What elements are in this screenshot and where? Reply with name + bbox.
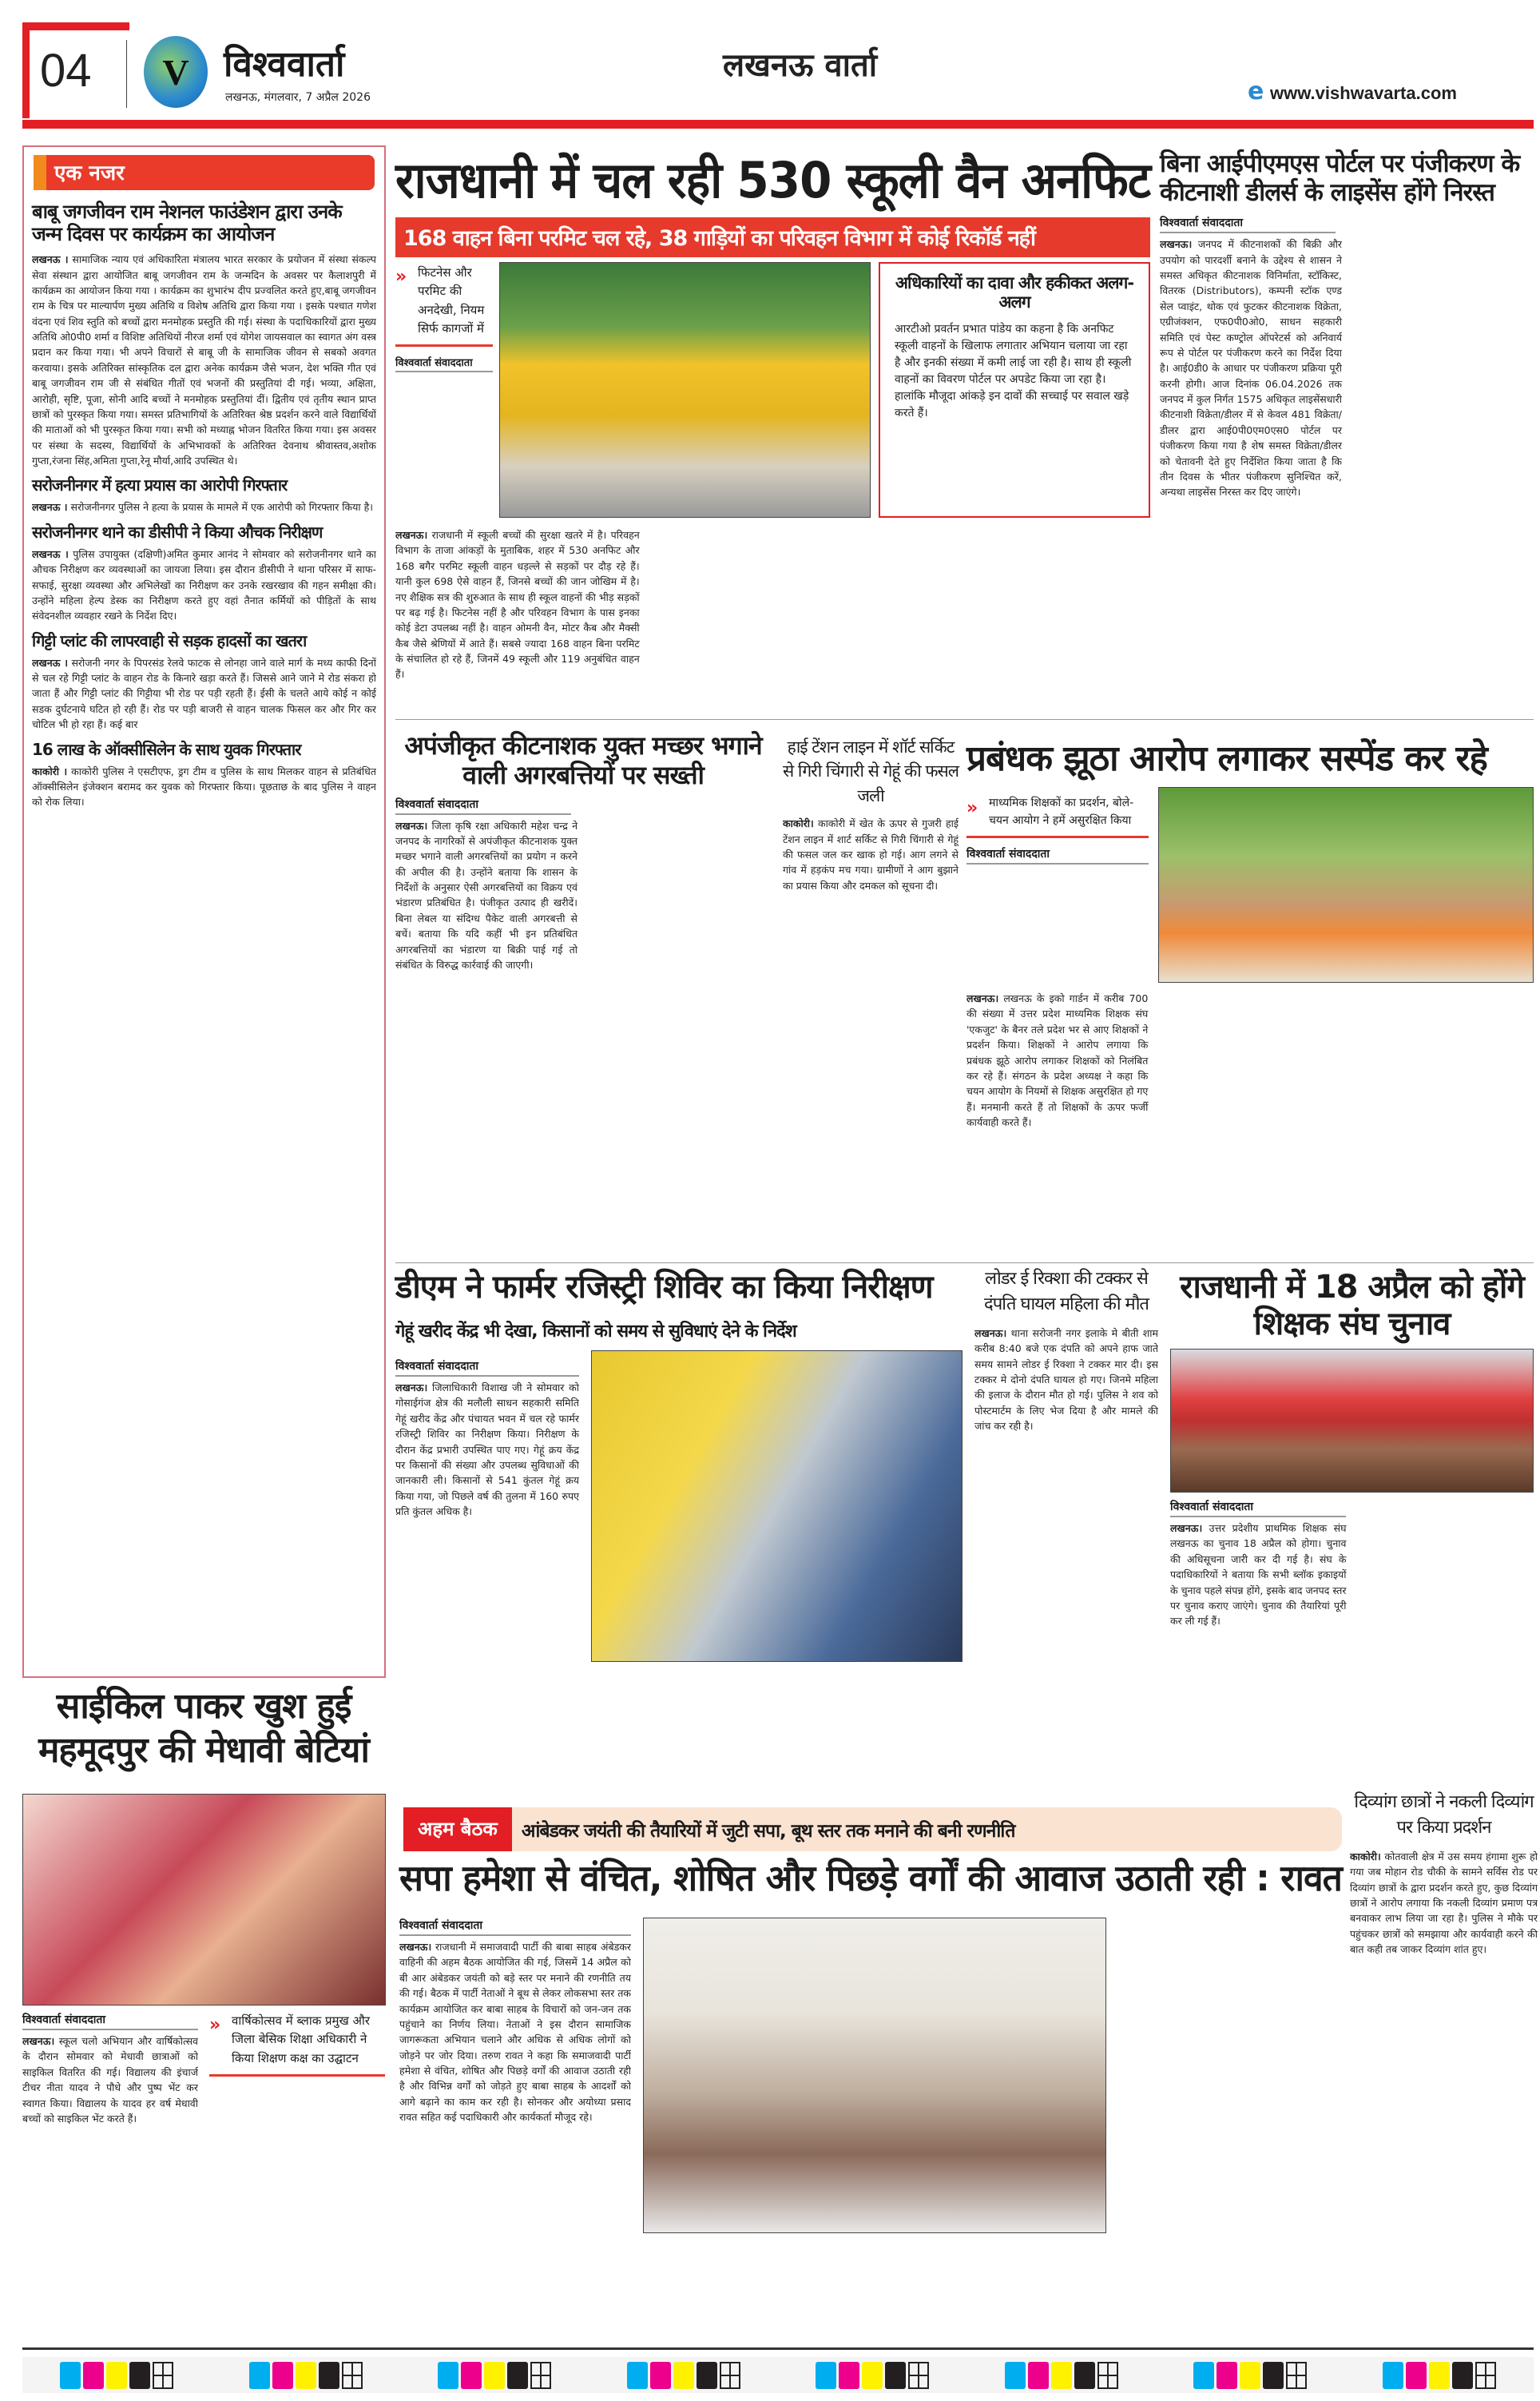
footer-rule: [22, 2347, 1534, 2350]
protest-body: [966, 991, 1534, 1253]
color-swatch: [83, 2362, 104, 2389]
agarbatti-story: [395, 731, 771, 1254]
dateline: लखनऊ।: [974, 1326, 1007, 1339]
byline: विश्ववार्ता संवाददाता: [966, 846, 1149, 865]
dateline: काकोरी।: [783, 817, 814, 830]
color-mark-group: [60, 2362, 173, 2389]
story-text: राजधानी में स्कूली बच्चों की सुरक्षा खतरे में है। परिवहन विभाग के ताजा आंकड़ों के मुताबिक, शहर में 530 अनफिट और 168 बगैर परमिट स्कूली वाहन धड़ल्ले से सड़कों पर दौड़ रहे हैं। यानी कुल 698 ऐसे वाहन हैं, जिनसे बच्चों की जान जोखिम में है। नए शैक्षिक सत्र की शुरुआत के साथ ही स्कूल वाहनों की भीड़ सड़कों पर बढ़ गई है। फिटनेस नहीं है और परिवहन विभाग के पास इनका कोई डेटा उपलब्ध नहीं है। वाहन ओमनी वैन, मोटर कैब और मैक्सी कैब जैसे श्रेणियों में आते हैं। सबसे ज्यादा 168 वाहन बिना परमिट के संचालित हो रहे हैं, जिनमें 49 स्कूली और 119 अनुबंधित वाहन हैं।: [395, 529, 640, 681]
dm-headline: डीएम ने फार्मर रजिस्ट्री शिविर का किया निरीक्षण: [395, 1269, 933, 1306]
story-text: जनपद में कीटनाशकों की बिक्री और उपयोग को पारदर्शी बनाने के उद्देश्य से शासन ने समस्त अधिकृत कीटनाशक विनिर्माता, स्टॉकिस्ट, वितरक (Distributors), कम्पनी स्टॉक एण्ड सेल प्वाइंट, थोक एवं फुटकर कीटनाशक विक्रेता, एग्रीजंक्शन, एफ0पी0ओ0, साधन सहकारी समिति एवं पेस्ट कण्ट्रोल ऑपरेटर्स को अनिवार्य रूप से पोर्टल पर पंजीकरण करने का निर्देश दिया है। आई0डी0 के आधार पर पंजीकरण प्रक्रिया पूरी करनी होगी। आज दिनांक 06.04.2026 तक जनपद में कुल निर्गत 1575 अधिकृत लाइसेंसधारी कीटनाशी विक्रेता/डीलर में से केवल 481 विक्रेता/डीलर द्वारा आई0पी0एम0एस0 पोर्टल पर पंजीकरण किया गया है शेष समस्त विक्रेता/डीलर को चेतावनी देते हुए निर्देशित किया जाता है कि तीन दिवस के भीतर पंजीकरण सुनिश्चित करें, अन्यथा लाइसेंस निरस्त कर दिए जाएंगे।: [1160, 238, 1342, 499]
story-text: स्कूल चलो अभियान और वार्षिकोत्सव के दौरान सोमवार को मेधावी छात्राओं को साइकिल वितरित की गई। विद्यालय की इंचार्ज टीचर नीता यादव ने पौधे और पुष्प भेंट कर स्वागत किया। विद्यालय के यादव हर वर्ष मेधावी बच्चों को साइकिल भेंट करते हैं।: [22, 2035, 198, 2125]
color-swatch: [862, 2362, 883, 2389]
main-headline-wrap: [395, 152, 1150, 209]
color-mark-group: [627, 2362, 740, 2389]
registration-mark-icon: [342, 2362, 363, 2389]
color-swatch: [1193, 2362, 1214, 2389]
school-vans-photo: [499, 262, 871, 518]
story-text: राजधानी में समाजवादी पार्टी की बाबा साहब अंबेडकर वाहिनी की अहम बैठक आयोजित की गई, जिसमें 14 अप्रैल को बी आर अंबेडकर जयंती को बड़े स्तर पर मनाने की रणनीति तय की गई। बैठक में पार्टी नेताओं ने बूथ से लेकर लोकसभा स्तर तक कार्यक्रम आयोजित कर बाबा साहब के विचारों को जन-जन तक पहुंचाने का निर्णय लिया। नेताओं ने इस दौरान सामाजिक जागरूकता अभियान चलाने और अधिक से अधिक लोगों को जोड़ने पर जोर दिया। तरुण रावत ने कहा कि समाजवादी पार्टी हमेशा से वंचित, शोषित और पिछड़े वर्गों की आवाज उठाती रही है और विभिन्न वर्गों को जोड़ते हुए बाबा साहब के आदर्शों को आगे बढ़ाने का काम कर रही है। सोनकर और अयोध्या प्रसाद रावत सहित कई पदाधिकारी और कार्यकर्ता मौजूद रहे।: [399, 1941, 631, 2124]
byline: विश्ववार्ता संवाददाता: [395, 355, 493, 372]
brief-text: सामाजिक न्याय एवं अधिकारिता मंत्रालय भारत सरकार के प्रयोजन में संस्था संकल्प सेवा संस्थान द्वारा आयोजित बाबू जगजीवन राम के जन्मदिन के अवसर पर कैलाशपुरी में कार्यक्रम का आयोजन किया गया । कार्यक्रम का शुभारंभ दीप प्रज्वलित करते हुए,बाबू जगजीवन राम के चित्र पर माल्यार्पण मुख्य अतिथि व विशेष अतिथि द्वारा किया गया । इसके पश्चात गणेश वंदना एवं शिव स्तुति को बच्चों द्वारा मनमोहक प्रस्तुति की गई। संस्था के पदाधिकारियों द्वारा मुख्य अतिथि ओ0पी0 शर्मा व विशिष्ट अतिथियों नीरज शर्मा एवं योगेश जायसवाल का स्वागत अंग वस्त्र प्रदान कर किया गया। भी अपने विचारों से बाबू जी के सामाजिक जीवन से सबको अवगत करवाया। इसके अतिरिक्त सांस्कृतिक दल द्वारा अनेक कार्यक्रम जैसे भजन, देश भक्ति गीत एवं बाबू जगजीवन राम जी से संबंधित गीतों एवं भजनों की प्रस्तुतियां दी गई। भव्या, अक्षिता, आरोही, सृष्टि, पूजा, सोनी आदि बच्चों ने मनमोहक प्रस्तुतियां दीं। द्वितीय एवं तृतीय स्थान प्राप्त छात्रों को पुरस्कृत किया गया। समस्त प्रतिभागियों के अतिरिक्त श्रेष्ठ प्रदर्शन करने वाले विद्यार्थियों की माताओं को भी पुरस्कृत किया गया। सभी को मध्याह्न भोजन वितरित किया गया। इस अवसर पर संस्था के सदस्य, विद्यार्थियों के अभिभावकों के अतिरिक्त देवनाथ श्रीवास्तव,अशोक गुप्ता,रंजना सिंह,अमिता गुप्ता,रेनू मौर्या,आदि उपस्थित थे।: [32, 253, 376, 467]
color-swatch: [1240, 2362, 1260, 2389]
sp-body: [399, 1918, 631, 2300]
pesticide-story: [1160, 150, 1535, 710]
sp-banner-text-wrap: [512, 1817, 1342, 1842]
brief-headline: गिट्टी प्लांट की लापरवाही से सड़क हादसों का खतरा: [32, 630, 307, 650]
header-rule: [22, 120, 1534, 129]
subhead-text: वार्षिकोत्सव में ब्लाक प्रमुख और जिला बेसिक शिक्षा अधिकारी ने किया शिक्षण कक्ष का उद्घाटन: [232, 2013, 371, 2065]
brief-item: [32, 741, 376, 810]
byline: विश्ववार्ता संवाददाता: [399, 1918, 631, 1936]
color-swatch: [60, 2362, 81, 2389]
color-swatch: [319, 2362, 339, 2389]
dateline: लखनऊ।: [395, 529, 428, 541]
brief-headline: सरोजनीनगर थाने का डीसीपी ने किया औचक निरीक्षण: [32, 522, 323, 542]
dateline: लखनऊ।: [399, 1941, 432, 1953]
loader-story: [974, 1266, 1158, 1782]
color-swatch: [1452, 2362, 1473, 2389]
color-swatch: [885, 2362, 906, 2389]
protest-headline-wrap: [966, 739, 1534, 780]
election-photo: [1170, 1349, 1534, 1493]
sp-banner-text: आंबेडकर जयंती की तैयारियों में जुटी सपा, बूथ स्तर तक मनाने की बनी रणनीति: [521, 1820, 1015, 1842]
color-swatch: [272, 2362, 293, 2389]
sp-banner: [403, 1807, 1342, 1851]
dateline: लखनऊ।: [395, 819, 428, 832]
color-swatch: [650, 2362, 671, 2389]
color-swatch: [1383, 2362, 1403, 2389]
sp-meeting-photo: [643, 1918, 1106, 2233]
brief-dateline: लखनऊ ।: [32, 547, 69, 560]
sidebar-text: आरटीओ प्रवर्तन प्रभात पांडेय का कहना है कि अनफिट स्कूली वाहनों के खिलाफ लगातार अभियान चलाया जा रहा है और इनकी संख्या में कमी लाई जा रही है। साथ ही स्कूली वाहनों का विवरण पोर्टल पर अपडेट किया जा रहा है। हालांकि मौजूदा आंकड़े इन दावों की सच्चाई पर सवाल खड़े करते हैं।: [895, 323, 1132, 420]
registration-mark-icon: [908, 2362, 929, 2389]
color-swatch: [1217, 2362, 1237, 2389]
sp-headline-wrap: [399, 1858, 1342, 1899]
story-text: कोतवाली क्षेत्र में उस समय हंगामा शुरू हो गया जब मोहान रोड चौकी के सामने सर्विस रोड पर दिव्यांग छात्रों के द्वारा प्रदर्शन करते हुए, कुछ दिव्यांग छात्रों ने आरोप लगाया कि नकली दिव्यांग प्रमाण पत्र बनवाकर लाभ लिया जा रहा है। पुलिस ने मौके पर पहुंचकर छात्रों को समझाया और कार्यवाही करने की बात कही तब जाकर दिव्यांग शांत हुए।: [1350, 1850, 1538, 1956]
main-headline: राजधानी में चल रही 530 स्कूली वैन अनफिट: [395, 151, 1151, 209]
dateline: लखनऊ।: [1160, 238, 1193, 251]
dateline: लखनऊ।: [966, 992, 999, 1004]
byline: विश्ववार्ता संवाददाता: [22, 2012, 198, 2030]
subhead-text: माध्यमिक शिक्षकों का प्रदर्शन, बोले- चयन आयोग ने हमें असुरक्षित किया: [989, 797, 1134, 827]
brief-item: [32, 201, 376, 468]
pesticide-headline: बिना आईपीएमएस पोर्टल पर पंजीकरण के कीटनाशी डीलर्स के लाइसेंस होंगे निरस्त: [1160, 149, 1520, 207]
print-color-marks: [22, 2357, 1534, 2393]
dateline: लखनऊ, मंगलवार, 7 अप्रैल 2026: [225, 91, 371, 104]
color-swatch: [1263, 2362, 1284, 2389]
ek-nazar-label: एक नजर: [34, 155, 375, 190]
byline: विश्ववार्ता संवाददाता: [1160, 215, 1336, 233]
dm-inspection-photo: [591, 1350, 963, 1662]
brief-dateline: लखनऊ ।: [32, 656, 68, 669]
divider: [395, 719, 1534, 720]
cycle-distribution-photo: [22, 1794, 386, 2005]
brief-headline: बाबू जगजीवन राम नेशनल फाउंडेशन द्वारा उनके जन्म दिवस पर कार्यक्रम का आयोजन: [32, 201, 342, 245]
brief-text: पुलिस उपायुक्त (दक्षिणी)अमित कुमार आनंद ने सोमवार को सरोजनीनगर थाने का औचक निरीक्षण कर व्यवस्थाओं का जायजा लिया। इस दौरान डीसीपी ने थाना परिसर में साफ-सफाई, सुरक्षा व्यवस्था और अभिलेखों का निरीक्षण कर उनके रखरखाव की गहन समीक्षा की। उन्होंने महिला हेल्प डेस्क का निरीक्षण करते हुए वहां तैनात कर्मियों को पीड़ितों के साथ संवेदनशील व्यवहार रखने के निर्देश दिए।: [32, 547, 376, 622]
brief-text: सरोजनी नगर के पिपरसंड रेलवे फाटक से लोनहा जाने वाले मार्ग के मध्य काफी दिनों से चल रहे गिट्टी प्लांट के वाहन रोड के किनारे खड़ा करते हैं। जिससे आने जाने मे रोड संकरा हो जाता हैं और गिट्टी प्लांट की गिट्टीया भी रोड पर पड़ी रहती हैं। ईसी के चलते आये कोई न कोई सडक दुर्घटनाये घटित हो रही हैं। रोड पर पड़ी बाजरी से वाहन चालक फिसल कर और गिर कर चोटिल भी हो रहा हैं। कई बार: [32, 656, 376, 731]
color-swatch: [627, 2362, 648, 2389]
loader-headline: लोडर ई रिक्शा की टक्कर से दंपति घायल महिला की मौत: [984, 1269, 1149, 1314]
story-text: लखनऊ के इको गार्डन में करीब 700 की संख्या में उत्तर प्रदेश माध्यमिक शिक्षक संघ 'एकजुट' के बैनर तले प्रदेश भर से आए शिक्षकों ने प्रदर्शन किया। शिक्षकों ने आरोप लगाया कि प्रबंधक झूठे आरोप लगाकर शिक्षकों को निलंबित कर रहे हैं। संगठन के प्रदेश अध्यक्ष ने कहा कि चयन आयोग के नियमों से शिक्षक असुरक्षित हो गए हैं। मनमानी करते हैं तो शिक्षकों के ऊपर फर्जी कार्यवाही करते हैं।: [966, 992, 1149, 1128]
web-e-icon: e: [1248, 78, 1264, 105]
protest-subhead: [966, 795, 1149, 838]
dateline: काकोरी।: [1350, 1850, 1381, 1862]
protest-photo: [1158, 787, 1534, 983]
main-sidebar-box: [879, 262, 1150, 518]
color-swatch: [839, 2362, 859, 2389]
section-title: लखनऊ वार्ता: [723, 47, 878, 84]
registration-mark-icon: [1286, 2362, 1307, 2389]
sp-tag: अहम बैठक: [403, 1807, 512, 1851]
story-text: थाना सरोजनी नगर इलाके मे बीती शाम करीब 8:40 बजे एक दंपति को अपने हाफ जाते समय सामने लोडर ई रिक्शा ने टक्कर मार दी। इस टक्कर मे दोनो दंपति घायल हो गए। जिनमे महिला की इलाज के दौरान मौत हो गई। पुलिस ने शव को पोस्टमार्टम के लिए भेज दिया है और मामले की जांच कर रही है।: [974, 1326, 1158, 1433]
color-swatch: [106, 2362, 127, 2389]
chevron-icon: »: [395, 267, 407, 287]
color-mark-group: [438, 2362, 551, 2389]
registration-mark-icon: [1475, 2362, 1496, 2389]
dm-body: [395, 1358, 579, 1782]
header-accent-left: [22, 30, 30, 118]
brief-dateline: लखनऊ ।: [32, 501, 68, 514]
brief-headline: सरोजनीनगर में हत्या प्रयास का आरोपी गिरफ्तार: [32, 475, 288, 495]
byline: विश्ववार्ता संवाददाता: [395, 797, 571, 815]
cycle-headline: साईकिल पाकर खुश हुई महमूदपुर की मेधावी बेटियां: [38, 1686, 369, 1771]
cycle-body: [22, 2012, 198, 2300]
color-mark-group: [1005, 2362, 1118, 2389]
agarbatti-headline: अपंजीकृत कीटनाशक युक्त मच्छर भगाने वाली अगरबत्तियों पर सख्ती: [404, 730, 762, 790]
story-text: जिलाधिकारी विशाख जी ने सोमवार को गोसाईगंज क्षेत्र की मलौली साधन सहकारी समिति गेहूं खरीद केंद्र और पंचायत भवन में चल रहे फार्मर रजिस्ट्री शिविर का निरीक्षण किया। निरीक्षण के दौरान केंद्र प्रभारी उपस्थित पाए गए। गेहूं क्रय केंद्र पर किसानों की संख्या और उपलब्ध सुविधाओं की जानकारी ली। किसानों से 541 कुंतल गेहूं क्रय किया गया, जो पिछले वर्ष की तुलना में 160 रुपए प्रति कुंतल अधिक है।: [395, 1381, 579, 1517]
dm-subhead: गेहूं खरीद केंद्र भी देखा, किसानों को समय से सुविधाएं देने के निर्देश: [395, 1322, 796, 1342]
color-swatch: [816, 2362, 836, 2389]
logo-text: विश्ववार्ता: [224, 44, 345, 85]
protest-headline: प्रबंधक झूठा आरोप लगाकर सस्पेंड कर रहे: [966, 738, 1487, 779]
dm-headline-wrap: [395, 1269, 963, 1306]
cycle-subhead: [209, 2012, 385, 2077]
dateline: लखनऊ।: [395, 1381, 428, 1393]
main-body: [395, 527, 1150, 711]
page-number: 04: [40, 45, 92, 97]
election-story: [1170, 1269, 1534, 1782]
story-text: जिला कृषि रक्षा अधिकारी महेश चन्द्र ने जनपद के नागरिकों से अपंजीकृत कीटनाशक युक्त मच्छर भगाने वाली अगरबत्तियों का प्रयोग न करने की अपील की है। उन्होंने बताया कि शासन के निर्देशों के अनुसार ऐसी अगरबत्तियों का विक्रय एवं भंडारण प्रतिबंधित है। पंजीकृत उत्पाद ही खरीदें। बिना लेबल या संदिग्ध पैकेट वाली अगरबत्ती से बचें। बताया कि यदि कहीं भी इन प्रतिबंधित अगरबत्तियों का भंडारण या बिक्री पाई गई तो संबंधित के विरुद्ध कार्रवाई की जाएगी।: [395, 819, 578, 971]
fire-headline: हाई टेंशन लाइन में शॉर्ट सर्किट से गिरी चिंगारी से गेहूं की फसल जली: [783, 737, 959, 805]
color-swatch: [249, 2362, 270, 2389]
brief-item: [32, 476, 376, 515]
color-swatch: [1051, 2362, 1072, 2389]
fire-story: [783, 735, 959, 1254]
brief-item: [32, 632, 376, 733]
brief-dateline: लखनऊ ।: [32, 253, 69, 266]
chevron-icon: »: [209, 2015, 221, 2035]
ek-nazar-box: [22, 145, 386, 1678]
logo-globe-icon: V: [144, 36, 208, 108]
color-swatch: [1028, 2362, 1049, 2389]
chevron-icon: »: [966, 798, 978, 818]
brief-dateline: काकोरी ।: [32, 765, 68, 777]
color-mark-group: [1193, 2362, 1307, 2389]
header-accent: [22, 22, 129, 30]
color-mark-group: [1383, 2362, 1496, 2389]
dm-subhead-wrap: [395, 1318, 963, 1342]
color-swatch: [1074, 2362, 1095, 2389]
color-swatch: [296, 2362, 316, 2389]
color-swatch: [1429, 2362, 1450, 2389]
divider: [126, 40, 127, 108]
divider: [395, 1262, 1534, 1263]
dateline: लखनऊ।: [22, 2035, 55, 2047]
sp-headline: सपा हमेशा से वंचित, शोषित और पिछड़े वर्गों की आवाज उठाती रही : रावत: [399, 1857, 1342, 1899]
color-swatch: [1005, 2362, 1026, 2389]
brief-text: सरोजनीनगर पुलिस ने हत्या के प्रयास के मामले में एक आरोपी को गिरफ्तार किया है।: [70, 501, 373, 514]
story-text: उत्तर प्रदेशीय प्राथमिक शिक्षक संघ लखनऊ का चुनाव 18 अप्रैल को होगा। चुनाव की अधिसूचना जारी कर दी गई है। संघ के पदाधिकारियों ने बताया कि सभी ब्लॉक इकाइयों के चुनाव पहले संपन्न होंगे, इसके बाद जनपद स्तर पर चुनाव कराए जाएंगे। चुनाव की तैयारियां पूरी कर ली गई हैं।: [1170, 1522, 1347, 1628]
registration-mark-icon: [1097, 2362, 1118, 2389]
brief-headline: 16 लाख के ऑक्सीसिलेन के साथ युवक गिरफ्तार: [32, 739, 301, 759]
main-banner-text: 168 वाहन बिना परमिट चल रहे, 38 गाड़ियों का परिवहन विभाग में कोई रिकॉर्ड नहीं: [403, 226, 1036, 251]
protest-left-col: [966, 795, 1149, 983]
color-swatch: [129, 2362, 150, 2389]
sidebar-title: अधिकारियों का दावा और हकीकत अलग-अलग: [895, 273, 1134, 312]
byline: विश्ववार्ता संवाददाता: [395, 1358, 579, 1377]
color-swatch: [484, 2362, 505, 2389]
byline: विश्ववार्ता संवाददाता: [1170, 1499, 1346, 1517]
registration-mark-icon: [153, 2362, 173, 2389]
main-left-col: [395, 264, 493, 519]
brief-item: [32, 523, 376, 624]
color-mark-group: [249, 2362, 363, 2389]
color-swatch: [697, 2362, 717, 2389]
main-subhead: [395, 264, 493, 347]
color-swatch: [507, 2362, 528, 2389]
color-swatch: [461, 2362, 482, 2389]
color-mark-group: [816, 2362, 929, 2389]
color-swatch: [1406, 2362, 1427, 2389]
color-swatch: [438, 2362, 458, 2389]
divyang-headline: दिव्यांग छात्रों ने नकली दिव्यांग पर किया प्रदर्शन: [1354, 1792, 1534, 1838]
dateline: लखनऊ।: [1170, 1522, 1203, 1534]
registration-mark-icon: [530, 2362, 551, 2389]
main-banner: [395, 217, 1150, 257]
subhead-text: फिटनेस और परमिट की अनदेखी, नियम सिर्फ कागजों में: [418, 265, 485, 336]
divyang-story: [1350, 1790, 1538, 2301]
registration-mark-icon: [720, 2362, 740, 2389]
color-swatch: [673, 2362, 694, 2389]
website-link[interactable]: www.vishwavarta.com: [1270, 83, 1457, 103]
story-text: काकोरी में खेत के ऊपर से गुजरी हाई टेंशन लाइन में शार्ट सर्किट से गिरी चिंगारी से गेहूं की फसल जल कर खाक हो गई। आग लगने से गांव में हड़कंप मच गया। ग्रामीणों ने आग बुझाने का प्रयास किया और दमकल को सूचना दी।: [783, 817, 959, 892]
election-headline: राजधानी में 18 अप्रैल को होंगे शिक्षक संघ चुनाव: [1180, 1269, 1524, 1342]
brief-text: काकोरी पुलिस ने एसटीएफ, ड्रग टीम व पुलिस के साथ मिलकर वाहन से प्रतिबंधित ऑक्सीसिलेन इंजेक्शन बरामद कर युवक को गिरफ्तार किया। पूछताछ के बाद पुलिस ने वाहन को रोक लिया।: [32, 765, 376, 809]
